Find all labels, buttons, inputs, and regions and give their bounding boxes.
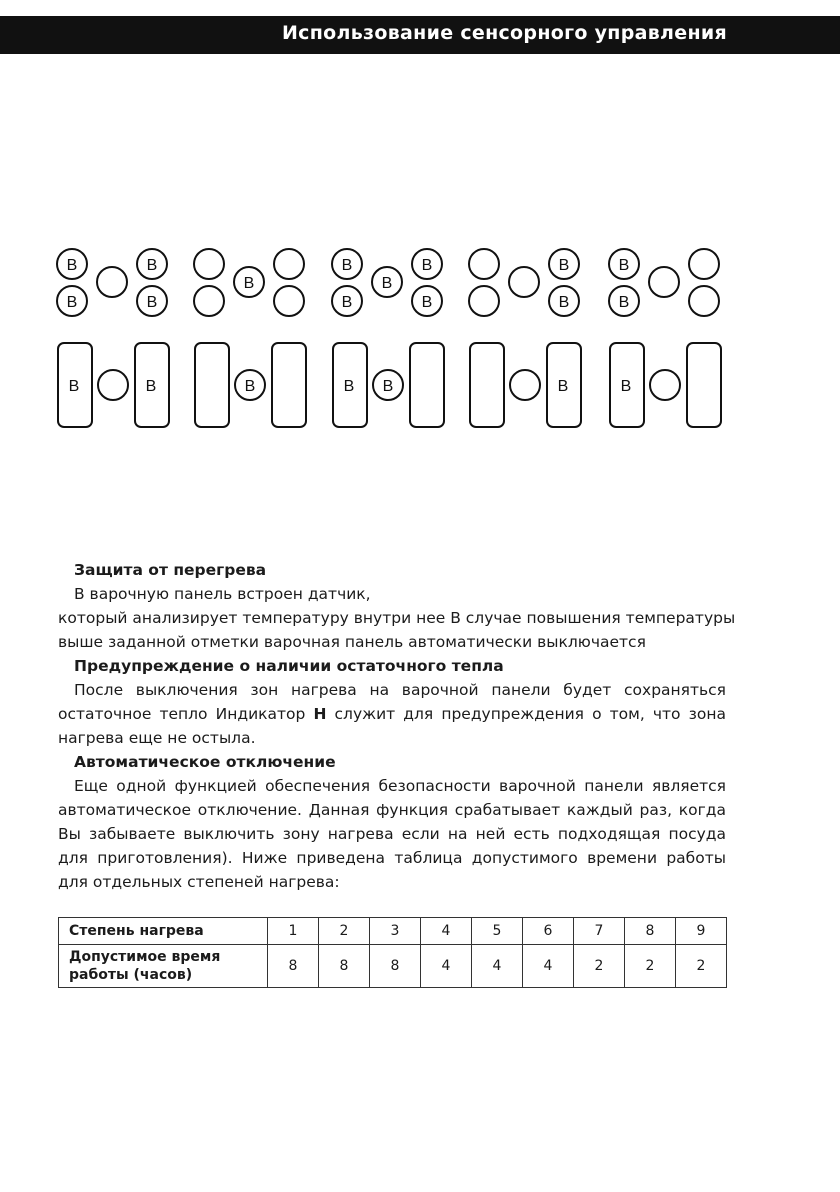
zone-label: B bbox=[382, 378, 394, 395]
cooking-zone bbox=[509, 267, 539, 297]
overheat-section bbox=[58, 558, 736, 654]
cooking-zone-oval bbox=[687, 343, 721, 427]
zone-label: B bbox=[146, 294, 158, 311]
cooking-zone bbox=[689, 249, 719, 279]
table-cell: 5 bbox=[472, 918, 523, 945]
residual-text bbox=[58, 678, 726, 750]
table-cell: 8 bbox=[319, 945, 370, 988]
cooking-zone bbox=[194, 249, 224, 279]
zone-label: B bbox=[244, 378, 256, 395]
overheat-line3: выше заданной отметки варочная панель автоматически выключается bbox=[58, 633, 646, 651]
table-cell: 8 bbox=[625, 918, 676, 945]
header-bar bbox=[0, 16, 840, 54]
zone-label: B bbox=[66, 294, 78, 311]
table-cell: 1 bbox=[268, 918, 319, 945]
table-cell: 4 bbox=[421, 945, 472, 988]
table-cell: 8 bbox=[370, 945, 421, 988]
overheat-line2: который анализирует температуру внутри нее В случае повышения температуры bbox=[58, 609, 736, 627]
table-cell: 6 bbox=[523, 918, 574, 945]
cooking-zone bbox=[98, 370, 128, 400]
table-cell: 7 bbox=[574, 918, 625, 945]
table-cell: 4 bbox=[472, 945, 523, 988]
zone-label: B bbox=[381, 275, 393, 292]
zone-label: B bbox=[421, 294, 433, 311]
residual-heading: Предупреждение о наличии остаточного тепла bbox=[74, 657, 504, 675]
cooking-zone bbox=[689, 286, 719, 316]
residual-text-part2: служит для предупреждения о том, что зона нагрева еще не остыла. bbox=[58, 705, 726, 747]
cooking-zone-oval bbox=[410, 343, 444, 427]
cooking-zone-oval bbox=[272, 343, 306, 427]
cooking-zone-oval bbox=[195, 343, 229, 427]
table-cell: 3 bbox=[370, 918, 421, 945]
cooking-zone bbox=[650, 370, 680, 400]
table-cell: 8 bbox=[268, 945, 319, 988]
table-cell: 2 bbox=[574, 945, 625, 988]
autooff-text: Еще одной функцией обеспечения безопасности варочной панели является автоматическое отключение. Данная функция срабатывает каждый раз, когда Вы забываете выключить зону нагрева если на ней есть подходящая посуда для приготовления). Ниже приведена таблица допустимого времени работы для отдельных степеней нагрева: bbox=[58, 777, 726, 891]
zone-label: B bbox=[618, 294, 630, 311]
zone-label: B bbox=[618, 257, 630, 274]
cooking-zone bbox=[649, 267, 679, 297]
cooking-zone bbox=[469, 286, 499, 316]
cooking-zone bbox=[97, 267, 127, 297]
zone-label: B bbox=[243, 275, 255, 292]
overheat-heading: Защита от перегрева bbox=[74, 561, 267, 579]
autooff-heading: Автоматическое отключение bbox=[74, 753, 336, 771]
zone-label: B bbox=[341, 294, 353, 311]
zone-label: B bbox=[620, 378, 632, 395]
residual-section bbox=[58, 654, 726, 750]
zone-label: B bbox=[343, 378, 355, 395]
row-label-level: Степень нагрева bbox=[59, 918, 268, 945]
autooff-section bbox=[58, 750, 726, 894]
table-cell: 4 bbox=[523, 945, 574, 988]
table-cell: 9 bbox=[676, 918, 727, 945]
cooking-zone bbox=[194, 286, 224, 316]
residual-indicator: H bbox=[313, 705, 327, 723]
cooking-zone-oval bbox=[470, 343, 504, 427]
cooking-zone bbox=[274, 249, 304, 279]
heat-level-table bbox=[58, 917, 727, 988]
zone-label: B bbox=[558, 257, 570, 274]
page-title: Использование сенсорного управления bbox=[281, 22, 727, 44]
zone-label: B bbox=[145, 378, 157, 395]
overheat-line1: В варочную панель встроен датчик, bbox=[74, 585, 371, 603]
cooking-zone bbox=[274, 286, 304, 316]
zone-label: B bbox=[68, 378, 80, 395]
table-row bbox=[59, 918, 727, 945]
residual-text-part1: После выключения зон нагрева на варочной панели будет сохраняться остаточное тепло Индикатор bbox=[58, 681, 726, 723]
cooking-zone-diagram bbox=[0, 236, 840, 436]
table-cell: 2 bbox=[676, 945, 727, 988]
zone-label: B bbox=[146, 257, 158, 274]
table-cell: 4 bbox=[421, 918, 472, 945]
zone-label: B bbox=[558, 294, 570, 311]
table-row bbox=[59, 945, 727, 988]
zone-label: B bbox=[421, 257, 433, 274]
cooking-zone bbox=[469, 249, 499, 279]
zone-label: B bbox=[341, 257, 353, 274]
zone-label: B bbox=[557, 378, 569, 395]
table-cell: 2 bbox=[625, 945, 676, 988]
table-cell: 2 bbox=[319, 918, 370, 945]
zone-label: B bbox=[66, 257, 78, 274]
cooking-zone bbox=[510, 370, 540, 400]
row-label-time: Допустимое время работы (часов) bbox=[59, 945, 268, 988]
